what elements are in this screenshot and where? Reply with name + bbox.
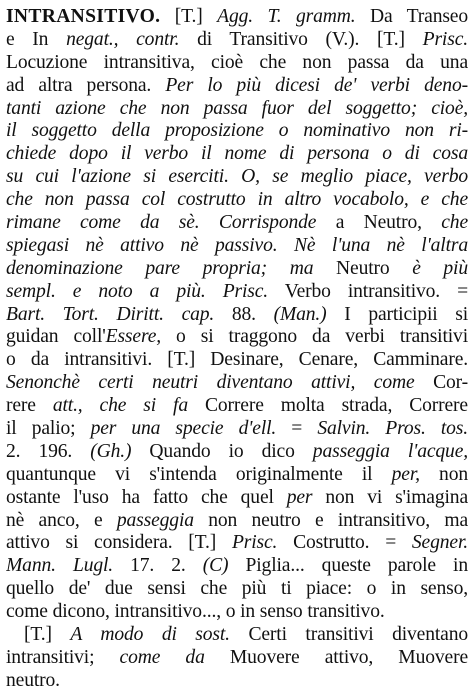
entry-line	[6, 464, 468, 487]
text-run: Costrutto. =	[277, 532, 412, 554]
italic-text-run: spiegasi nè attivo nè passivo. Nè l'una nè l'altra	[6, 234, 468, 256]
text-run: come dicono, intransitivo..., o in senso transitivo.	[6, 601, 385, 623]
text-run: Verbo intransitivo. =	[268, 280, 468, 302]
entry-line	[6, 304, 468, 327]
text-run: intransitivi;	[6, 646, 120, 668]
italic-text-run: negat., contr.	[66, 28, 180, 50]
text-run: Cor-	[414, 372, 468, 394]
entry-line	[6, 189, 468, 212]
italic-text-run: che non passa col costrutto in altro vocabolo, e che	[6, 189, 468, 211]
italic-text-run: (C)	[202, 555, 229, 577]
italic-text-run: è più	[412, 257, 468, 279]
headword: INTRANSITIVO.	[6, 6, 161, 27]
text-run: il palio;	[6, 418, 91, 440]
entry-line	[6, 578, 468, 601]
text-run: quello de' due sensi che più ti piace: o in senso,	[6, 578, 468, 600]
entry-line	[6, 418, 468, 441]
entry-line	[6, 98, 468, 121]
italic-text-run: passeggia l'acque,	[312, 440, 468, 462]
italic-text-run: Salvin. Pros. tos.	[317, 418, 468, 440]
text-run: o da intransitivi. [T.] Desinare, Cenare, Camminare.	[6, 349, 468, 371]
entry-line	[6, 143, 468, 166]
text-run: o si traggono da verbi transitivi	[161, 326, 468, 348]
entry-line	[6, 29, 468, 52]
dictionary-entry-intransitivo	[6, 6, 468, 693]
text-run: Quando io dico	[131, 440, 313, 462]
text-run: rere	[6, 395, 53, 417]
italic-text-run: Essere,	[105, 326, 161, 348]
text-run: Certi transitivi diventano	[229, 624, 468, 646]
italic-text-run: passeggia	[116, 509, 194, 531]
text-run: Da Transeo	[355, 6, 468, 27]
italic-text-run: su cui l'azione si eserciti. O, se meglio piace, verbo	[6, 166, 468, 188]
entry-line	[6, 166, 468, 189]
text-run: nè anco, e	[6, 509, 117, 531]
text-run: 17. 2.	[113, 555, 203, 577]
text-run: neutro.	[6, 669, 60, 691]
text-run: Piglia... queste parole in	[228, 555, 468, 577]
entry-line	[6, 555, 468, 578]
text-run: [T.]	[24, 624, 71, 646]
text-run: quantunque vi s'intenda originalmente il	[6, 463, 392, 485]
entry-line	[6, 281, 468, 304]
text-run: di Transitivo (V.). [T.]	[179, 28, 423, 50]
entry-line	[6, 235, 468, 258]
text-run: ad altra persona.	[6, 74, 166, 96]
entry-line	[6, 258, 468, 281]
italic-text-run: sempl. e noto a più. Prisc.	[6, 280, 269, 302]
italic-text-run: (Man.)	[273, 303, 327, 325]
entry-line	[6, 120, 468, 143]
entry-line	[6, 395, 468, 418]
italic-text-run: Mann. Lugl.	[6, 555, 114, 577]
entry-line	[6, 212, 468, 235]
italic-text-run: (Gh.)	[90, 440, 132, 462]
italic-text-run: Prisc.	[231, 532, 278, 554]
text-run: [T.]	[160, 6, 218, 27]
italic-text-run: come da	[119, 646, 205, 668]
entry-line	[6, 441, 468, 464]
entry-line	[6, 326, 468, 349]
entry-line	[6, 510, 468, 533]
entry-line	[6, 349, 468, 372]
italic-text-run: per una specie d'ell.	[90, 418, 277, 440]
entry-line	[6, 647, 468, 670]
entry-line	[6, 487, 468, 510]
italic-text-run: che	[441, 212, 468, 234]
italic-text-run: tanti azione che non passa fuor del soggetto; cioè,	[6, 97, 468, 119]
text-run: Muovere attivo, Muovere	[204, 646, 468, 668]
entry-line	[6, 52, 468, 75]
text-run: 2. 196.	[6, 440, 91, 462]
italic-text-run: att., che si fa	[52, 395, 188, 417]
italic-text-run: rimane come da sè. Corrisponde	[6, 212, 317, 234]
entry-line	[6, 601, 468, 624]
text-run: =	[276, 418, 318, 440]
text-run: non	[419, 463, 468, 485]
italic-text-run: Senonchè certi neutri diventano attivi, come	[6, 372, 415, 394]
italic-text-run: per	[286, 486, 313, 508]
italic-text-run: Prisc.	[422, 28, 468, 50]
text-run: a Neutro,	[316, 212, 442, 234]
italic-text-run: per,	[391, 463, 420, 485]
text-run: ostante l'uso ha fatto che quel	[6, 486, 287, 508]
text-run: Neutro	[313, 257, 413, 279]
entry-line	[6, 624, 468, 647]
text-run: Correre molta strada, Correre	[187, 395, 468, 417]
text-run: guidan coll'	[6, 326, 106, 348]
entry-line	[6, 6, 468, 29]
italic-text-run: Bart. Tort. Diritt. cap.	[6, 303, 215, 325]
italic-text-run: Segner.	[411, 532, 468, 554]
italic-text-run: chiede dopo il verbo il nome di persona o di cosa	[6, 143, 468, 165]
entry-line	[6, 372, 468, 395]
text-run: attivo si considera. [T.]	[6, 532, 232, 554]
entry-line	[6, 75, 468, 98]
text-run: non neutro e intransitivo, ma	[193, 509, 468, 531]
entry-line	[6, 670, 468, 693]
italic-text-run: Per lo più dicesi de' verbi deno-	[165, 74, 468, 96]
entry-line	[6, 532, 468, 555]
text-run: I participii si	[326, 303, 468, 325]
italic-text-run: Agg. T. gramm.	[217, 6, 356, 27]
text-run: non vi s'imagina	[312, 486, 468, 508]
text-run: e In	[6, 28, 67, 50]
italic-text-run: il soggetto della proposizione o nominativo non ri-	[6, 120, 468, 142]
italic-text-run: denominazione pare propria; ma	[6, 257, 314, 279]
italic-text-run: A modo di sost.	[70, 624, 230, 646]
text-run: 88.	[214, 303, 274, 325]
text-run: Locuzione intransitiva, cioè che non passa da una	[6, 51, 468, 73]
